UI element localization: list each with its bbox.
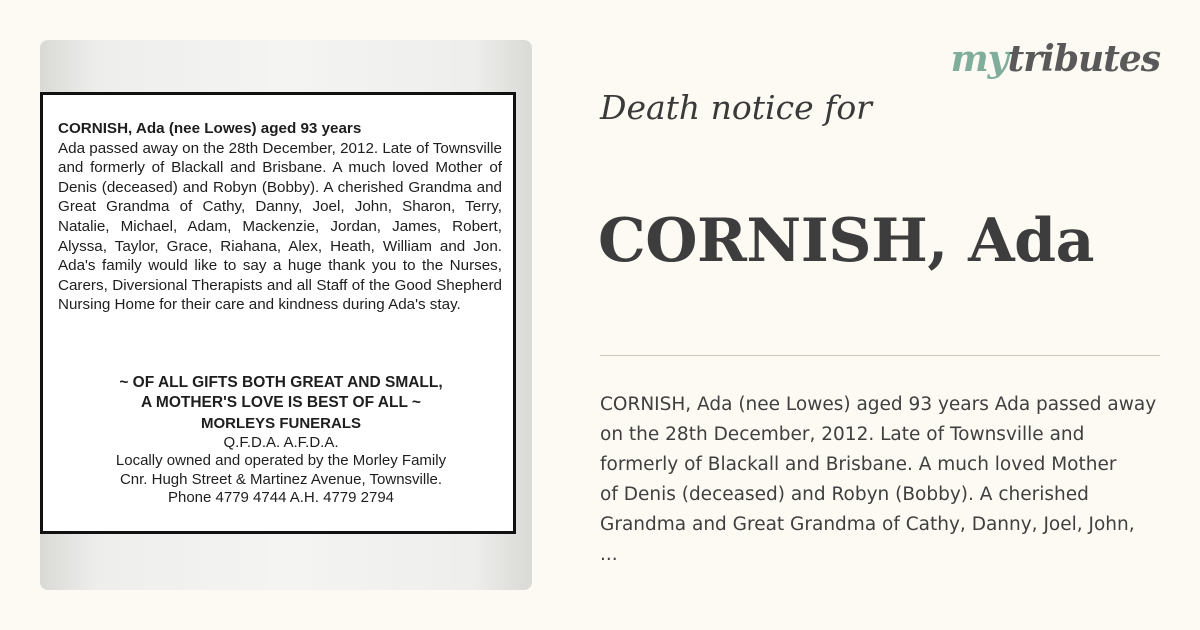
verse-line-2: A MOTHER'S LOVE IS BEST OF ALL ~	[141, 394, 421, 411]
notice-excerpt	[600, 390, 1196, 570]
newspaper-clipping-image	[40, 40, 532, 590]
clipping-verse	[53, 373, 509, 413]
excerpt-line: formerly of Blackall and Brisbane. A much loved Mother	[600, 454, 1117, 475]
excerpt-line: CORNISH, Ada (nee Lowes) aged 93 years Ada passed away	[600, 394, 1157, 415]
clipping-heading: CORNISH, Ada (nee Lowes) aged 93 years	[58, 120, 362, 137]
excerpt-ellipsis: ...	[600, 544, 618, 565]
mytributes-logo[interactable]	[951, 38, 1160, 80]
clipping-frame	[40, 92, 516, 534]
divider	[600, 355, 1160, 356]
notice-type-label: Death notice for	[600, 88, 872, 127]
deceased-name-title: CORNISH, Ada	[598, 206, 1094, 276]
clipping-notice-text	[58, 119, 502, 315]
funeral-address: Cnr. Hugh Street & Martinez Avenue, Townsville.	[119, 470, 443, 488]
logo-tributes: tributes	[1007, 38, 1160, 80]
verse-line-1: ~ OF ALL GIFTS BOTH GREAT AND SMALL,	[119, 374, 443, 391]
clipping-body: Ada passed away on the 28th December, 2012. Late of Townsville and formerly of Blackall and Brisbane. A much loved Mother of Denis (deceased) and Robyn (Bobby). A cherished Grandma and Great Grandma of Cathy, Danny, Joel, John, Sharon, Terry, Natalie, Michael, Adam, Mackenzie, Jordan, James, Robert, Alyssa, Taylor, Grace, Riahana, Alex, Heath, William and Jon. Ada's family would like to say a huge thank you to the Nurses, Carers, Diversional Therapists and all Staff of the Good Shepherd Nursing Home for their care and kindness during Ada's stay.	[58, 139, 502, 314]
funeral-director-block	[53, 415, 509, 508]
logo-my: my	[950, 38, 1008, 80]
excerpt-line: Grandma and Great Grandma of Cathy, Danny, Joel, John,	[600, 514, 1135, 535]
funeral-director-name: MORLEYS FUNERALS	[200, 415, 361, 432]
excerpt-line: on the 28th December, 2012. Late of Townsville and	[600, 424, 1085, 445]
funeral-qualifications: Q.F.D.A. A.F.D.A.	[223, 433, 339, 451]
funeral-phone: Phone 4779 4744 A.H. 4779 2794	[167, 489, 395, 506]
funeral-description: Locally owned and operated by the Morley Family	[115, 452, 447, 469]
excerpt-line: of Denis (deceased) and Robyn (Bobby). A cherished	[600, 484, 1089, 505]
